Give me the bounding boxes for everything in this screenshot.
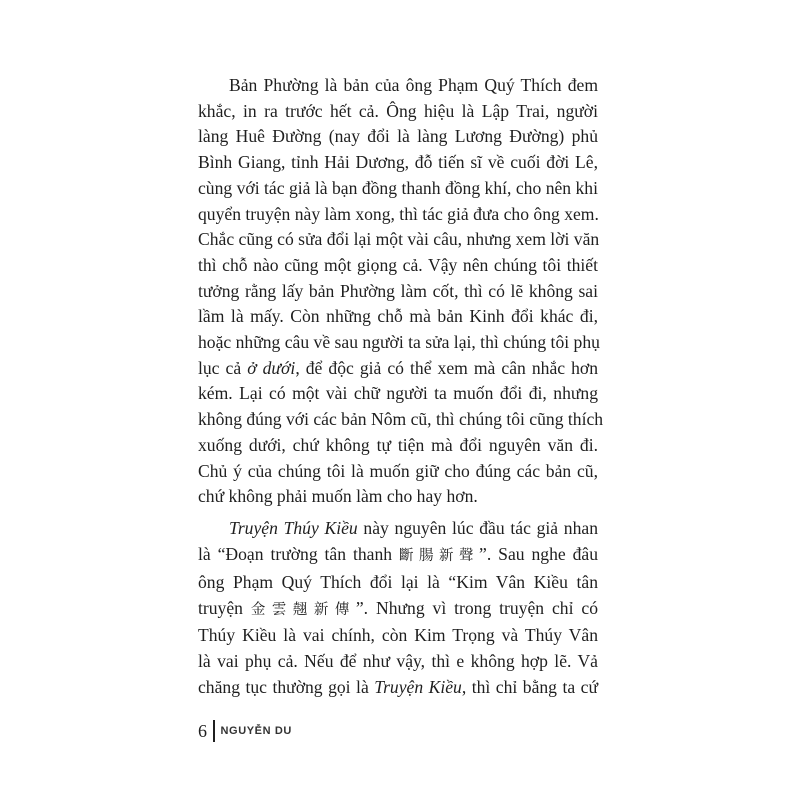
paragraph-1 bbox=[198, 73, 604, 510]
text-line: là vai phụ cả. Nếu để như vậy, thì e không hợp lẽ. Vả bbox=[198, 650, 598, 671]
text-run: , để độc giả có thể xem mà cân nhắc hơn bbox=[295, 357, 599, 378]
text-run: là “Đoạn trường tân thanh bbox=[198, 544, 399, 565]
text-line: chứ không phải muốn làm cho hay hơn. bbox=[198, 486, 478, 507]
italic-text: ở dưới bbox=[247, 357, 296, 378]
text-line bbox=[198, 516, 598, 542]
body-text bbox=[198, 73, 604, 700]
text-run: ”. Sau nghe đâu bbox=[479, 544, 598, 565]
text-line bbox=[198, 542, 598, 570]
text-line: lầm là mấy. Còn những chỗ mà bản Kinh đổi khác đi, bbox=[198, 306, 598, 327]
text-line: tưởng rằng lấy bản Phường làm cốt, thì có lẽ không sai bbox=[198, 280, 598, 301]
text-run: này nguyên lúc đầu tác giả nhan bbox=[357, 518, 598, 539]
han-characters: 金雲翹新傳 bbox=[250, 601, 356, 618]
text-line: cùng với tác giả là bạn đồng thanh đồng khí, cho nên khi bbox=[198, 177, 598, 198]
text-line: Bình Giang, tỉnh Hải Dương, đỗ tiến sĩ về cuối đời Lê, bbox=[198, 152, 598, 173]
italic-text: Truyện Kiều bbox=[374, 676, 462, 697]
text-run: truyện bbox=[198, 597, 251, 618]
text-line bbox=[198, 356, 598, 382]
footer-divider bbox=[213, 720, 215, 742]
text-line: Thúy Kiều là vai chính, còn Kim Trọng và Thúy Vân bbox=[198, 625, 598, 646]
text-line: Bản Phường là bản của ông Phạm Quý Thích đem bbox=[229, 75, 598, 95]
text-line: Chủ ý của chúng tôi là muốn giữ cho đúng các bản cũ, bbox=[198, 460, 598, 481]
text-line: khắc, in ra trước hết cả. Ông hiệu là Lập Trai, người bbox=[198, 100, 598, 121]
text-run: , thì chỉ bằng ta cứ bbox=[461, 676, 598, 697]
text-run: lục cả bbox=[198, 357, 248, 378]
text-line: kém. Lại có một vài chữ người ta muốn đổi đi, nhưng bbox=[198, 383, 598, 404]
han-characters: 斷腸新聲 bbox=[398, 548, 480, 565]
text-line: xuống dưới, chứ không tự tiện mà đổi nguyên văn đi. bbox=[198, 434, 598, 455]
text-line: làng Huê Đường (nay đổi là làng Lương Đường) phủ bbox=[198, 126, 598, 147]
text-run: ”. Nhưng vì trong truyện chỉ có bbox=[355, 597, 598, 618]
running-head: NGUYỄN DU bbox=[220, 725, 292, 737]
page-number: 6 bbox=[198, 720, 207, 741]
text-line: Chắc cũng có sửa đổi lại một vài câu, nhưng xem lời văn bbox=[198, 229, 600, 250]
text-line: thì chỗ nào cũng một giọng cả. Vậy nên chúng tôi thiết bbox=[198, 254, 598, 275]
paragraph-2 bbox=[198, 516, 598, 700]
text-line bbox=[198, 596, 598, 624]
text-line: ông Phạm Quý Thích đổi lại là “Kim Vân Kiều tân bbox=[198, 571, 598, 592]
text-run: chăng tục thường gọi là bbox=[198, 676, 375, 697]
italic-text: Truyện Thúy Kiều bbox=[229, 518, 358, 539]
text-line: quyển truyện này làm xong, thì tác giả đưa cho ông xem. bbox=[198, 203, 599, 224]
text-line: hoặc những câu về sau người ta sửa lại, thì chúng tôi phụ bbox=[198, 332, 600, 353]
text-line: không đúng với các bản Nôm cũ, thì chúng tôi cũng thích bbox=[198, 409, 604, 430]
page-footer bbox=[198, 720, 292, 742]
text-line bbox=[198, 675, 598, 701]
